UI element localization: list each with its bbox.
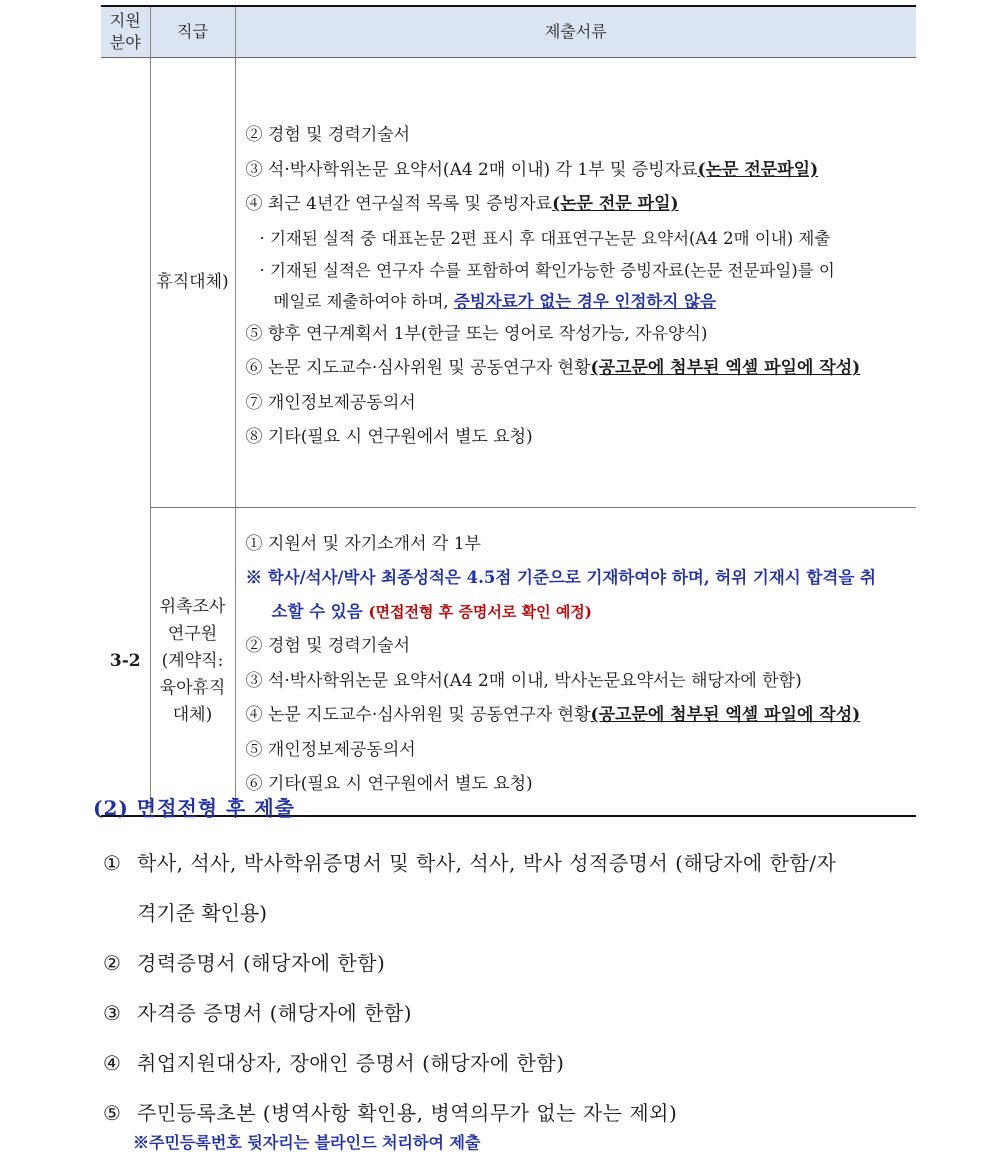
footnote: ※주민등록번호 뒷자리는 블라인드 처리하여 제출 [133, 1133, 481, 1152]
documents-cell [235, 58, 916, 508]
table-row [101, 58, 916, 508]
grade-label: 휴직대체) [156, 272, 229, 292]
list-item: ① 지원서 및 자기소개서 각 1부 [245, 533, 481, 554]
list-item: ⑥ 논문 지도교수·심사위원 및 공동연구자 현황(공고문에 첨부된 엑셀 파일에 작성) [245, 358, 861, 379]
list-item-continued: 격기준 확인용) [137, 901, 268, 925]
list-item: ② 경험 및 경력기술서 [245, 636, 411, 657]
bullet-item: · 기재된 실적 중 대표논문 2편 표시 후 대표연구논문 요약서(A4 2매 이내) 제출 [259, 228, 831, 248]
list-item: ⑦ 개인정보제공동의서 [245, 392, 416, 413]
list-item: ③ 자격증 증명서 (해당자에 한함) [103, 1001, 413, 1025]
header-grade: 직급 [150, 6, 235, 58]
grade-note: ※ 학사/석사/박사 최종성적은 4.5점 기준으로 기재하여야 하며, 허위 기재시 합격을 취 [245, 568, 876, 588]
list-item: ⑤ 주민등록초본 (병역사항 확인용, 병역의무가 없는 자는 제외) [103, 1101, 678, 1125]
area-cell: 3-2 [101, 508, 150, 816]
grade-line: 대체) [172, 704, 213, 725]
list-item: ④ 최근 4년간 연구실적 목록 및 증빙자료(논문 전문 파일) [245, 194, 679, 215]
list-item: ② 경력증명서 (해당자에 한함) [103, 951, 386, 975]
list-item: ④ 논문 지도교수·심사위원 및 공동연구자 현황(공고문에 첨부된 엑셀 파일에 작성) [245, 705, 861, 726]
list-item: ⑥ 기타(필요 시 연구원에서 별도 요청) [245, 774, 533, 795]
table-header-row [101, 6, 916, 58]
list-item: ⑧ 기타(필요 시 연구원에서 별도 요청) [245, 427, 533, 448]
post-interview-documents-list [103, 838, 923, 1138]
list-item: ③ 석·박사학위논문 요약서(A4 2매 이내, 박사논문요약서는 해당자에 한함) [245, 670, 802, 691]
bullet-item: · 기재된 실적은 연구자 수를 포함하여 확인가능한 증빙자료(논문 전문파일)를 이 [259, 260, 835, 280]
list-item: ③ 석·박사학위논문 요약서(A4 2매 이내) 각 1부 및 증빙자료(논문 전문파일) [245, 159, 819, 180]
grade-cell [150, 58, 235, 508]
table-row [101, 508, 916, 816]
list-item: ① 학사, 석사, 박사학위증명서 및 학사, 석사, 박사 성적증명서 (해당자에 한함/자 [103, 851, 837, 875]
documents-cell [235, 508, 916, 816]
grade-note-continued: 소할 수 있음 (면접전형 후 증명서로 확인 예정) [271, 602, 592, 622]
list-item: ④ 취업지원대상자, 장애인 증명서 (해당자에 한함) [103, 1051, 565, 1075]
grade-line: (계약직: [161, 650, 224, 671]
list-item: ⑤ 개인정보제공동의서 [245, 739, 416, 760]
header-docs: 제출서류 [235, 6, 916, 58]
grade-line: 위촉조사 [159, 596, 226, 617]
section-title: (2) 면접전형 후 제출 [93, 796, 295, 820]
list-item: ② 경험 및 경력기술서 [245, 125, 411, 146]
grade-line: 육아휴직 [159, 677, 226, 698]
header-area: 지원 분야 [101, 6, 150, 58]
grade-cell [150, 508, 235, 816]
area-cell [101, 58, 150, 508]
submission-documents-table [101, 5, 916, 817]
grade-line: 연구원 [167, 623, 218, 644]
bullet-item-continued: 메일로 제출하여야 하며, 증빙자료가 없는 경우 인정하지 않음 [273, 291, 716, 311]
list-item: ⑤ 향후 연구계획서 1부(한글 또는 영어로 작성가능, 자유양식) [245, 323, 708, 344]
confirmation-note: (면접전형 후 증명서로 확인 예정) [368, 603, 592, 622]
